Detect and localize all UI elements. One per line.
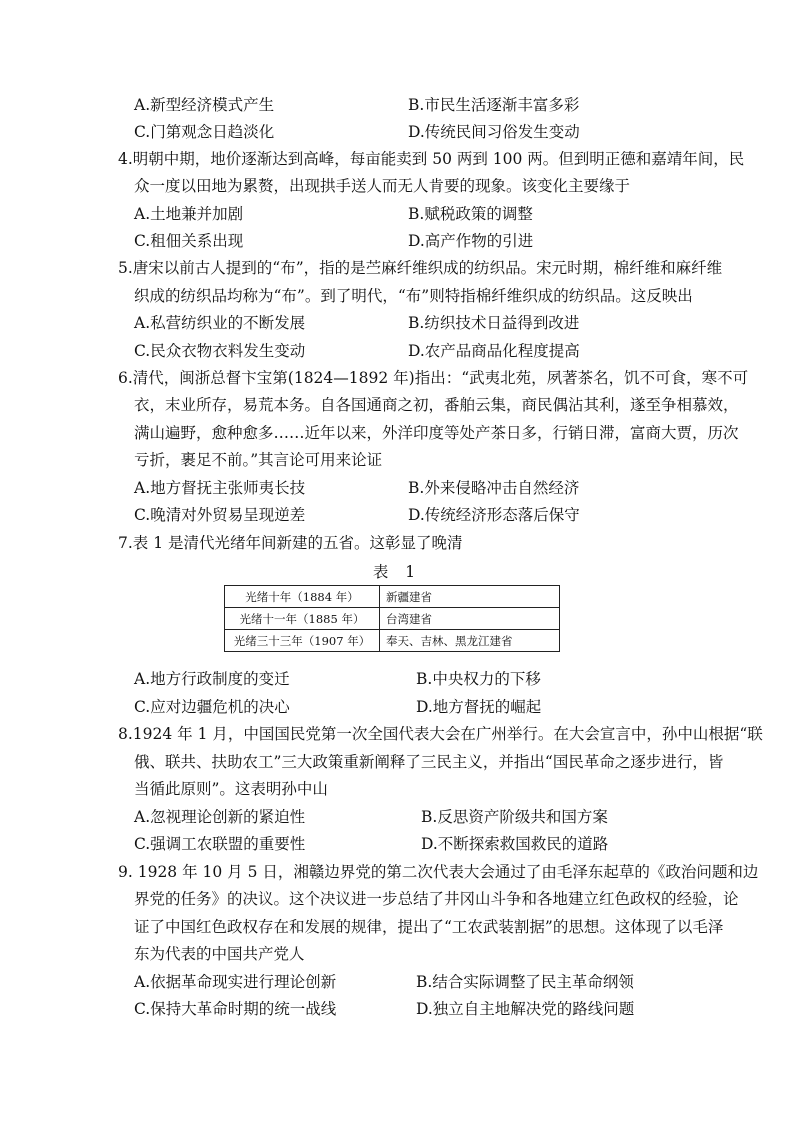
q9-stem-line-2: 界党的任务》的决议。这个决议进一步总结了井冈山斗争和各地建立红色政权的经验，论 — [134, 890, 739, 908]
q6-stem-line-4: 亏折，裹足不前。”其言论可用来论证 — [134, 451, 383, 469]
q8-option-c: C.强调工农联盟的重要性 — [134, 835, 306, 853]
q9-stem-line-4: 东为代表的中国共产党人 — [134, 945, 305, 963]
q4-option-c: C.租佃关系出现 — [134, 232, 244, 250]
q6-stem-line-1: 6.清代，闽浙总督卞宝第(1824—1892 年)指出：“武夷北苑，夙著茶名，饥不可食，寒不可 — [118, 369, 749, 387]
q8-stem-line-1: 8.1924 年 1 月，中国国民党第一次全国代表大会在广州举行。在大会宣言中，孙中山根据“联 — [118, 725, 763, 743]
q4-option-b: B.赋税政策的调整 — [408, 205, 533, 223]
province-table — [224, 585, 560, 652]
q5-option-a: A.私营纺织业的不断发展 — [134, 314, 306, 332]
q8-stem-line-2: 俄、联共、扶助农工”三大政策重新阐释了三民主义，并指出“国民革命之逐步进行，皆 — [134, 753, 724, 771]
table-cell-year: 光绪十年（1884 年） — [225, 586, 380, 608]
q8-option-d: D.不断探索救国救民的道路 — [421, 835, 609, 853]
q4-option-d: D.高产作物的引进 — [408, 232, 534, 250]
q3-option-d: D.传统民间习俗发生变动 — [408, 123, 580, 141]
table-caption: 表 1 — [372, 563, 422, 581]
q7-option-a: A.地方行政制度的变迁 — [134, 670, 290, 688]
q8-option-a: A.忽视理论创新的紧迫性 — [134, 808, 306, 826]
q9-option-a: A.依据革命现实进行理论创新 — [134, 973, 337, 991]
q4-stem-line-1: 4.明朝中期，地价逐渐达到高峰，每亩能卖到 50 两到 100 两。但到明正德和嘉靖年间，民 — [118, 150, 745, 168]
q8-option-b: B.反思资产阶级共和国方案 — [421, 808, 608, 826]
table-cell-event: 奉天、吉林、黑龙江建省 — [380, 630, 560, 652]
q3-option-a: A.新型经济模式产生 — [134, 96, 275, 114]
table-row — [225, 608, 560, 630]
q3-option-c: C.门第观念日趋淡化 — [134, 123, 275, 141]
q9-option-d: D.独立自主地解决党的路线问题 — [416, 1000, 635, 1018]
q6-stem-line-3: 满山遍野，愈种愈多……近年以来，外洋印度等处产茶日多，行销日滞，富商大贾，历次 — [134, 424, 739, 442]
q4-option-a: A.土地兼并加剧 — [134, 205, 244, 223]
q5-option-c: C.民众衣物衣料发生变动 — [134, 342, 306, 360]
q5-stem-line-1: 5.唐宋以前古人提到的“布”，指的是苎麻纤维织成的纺织品。宋元时期，棉纤维和麻纤维 — [118, 259, 723, 277]
table-cell-year: 光绪十一年（1885 年） — [225, 608, 380, 630]
q6-stem-line-2: 衣，末业所存，易荒本务。自各国通商之初，番舶云集，商民偶沾其利，遂至争相慕效， — [134, 396, 739, 414]
q6-option-a: A.地方督抚主张师夷长技 — [134, 479, 306, 497]
q4-stem-line-2: 众一度以田地为累赘，出现拱手送人而无人肯要的现象。该变化主要缘于 — [134, 177, 631, 195]
q9-stem-line-1: 9. 1928 年 10 月 5 日，湘赣边界党的第二次代表大会通过了由毛泽东起草的《政治问题和边 — [118, 863, 759, 881]
q5-stem-line-2: 织成的纺织品均称为“布”。到了明代，“布”则特指棉纤维织成的纺织品。这反映出 — [134, 287, 693, 305]
q9-stem-line-3: 证了中国红色政权存在和发展的规律，提出了“工农武装割据”的思想。这体现了以毛泽 — [134, 918, 724, 936]
q7-stem: 7.表 1 是清代光绪年间新建的五省。这彰显了晚清 — [118, 534, 463, 552]
q3-option-b: B.市民生活逐渐丰富多彩 — [408, 96, 580, 114]
table-cell-event: 台湾建省 — [380, 608, 560, 630]
q6-option-b: B.外来侵略冲击自然经济 — [408, 479, 580, 497]
q7-option-c: C.应对边疆危机的决心 — [134, 698, 290, 716]
q7-option-b: B.中央权力的下移 — [416, 670, 541, 688]
q7-option-d: D.地方督抚的崛起 — [416, 698, 542, 716]
q8-stem-line-3: 当循此原则”。这表明孙中山 — [134, 780, 328, 798]
q9-option-b: B.结合实际调整了民主革命纲领 — [416, 973, 634, 991]
table-row — [225, 586, 560, 608]
q5-option-d: D.农产品商品化程度提高 — [408, 342, 580, 360]
q9-option-c: C.保持大革命时期的统一战线 — [134, 1000, 337, 1018]
table-cell-event: 新疆建省 — [380, 586, 560, 608]
table-cell-year: 光绪三十三年（1907 年） — [225, 630, 380, 652]
q6-option-d: D.传统经济形态落后保守 — [408, 506, 580, 524]
q5-option-b: B.纺织技术日益得到改进 — [408, 314, 580, 332]
q6-option-c: C.晚清对外贸易呈现逆差 — [134, 506, 306, 524]
table-row — [225, 630, 560, 652]
